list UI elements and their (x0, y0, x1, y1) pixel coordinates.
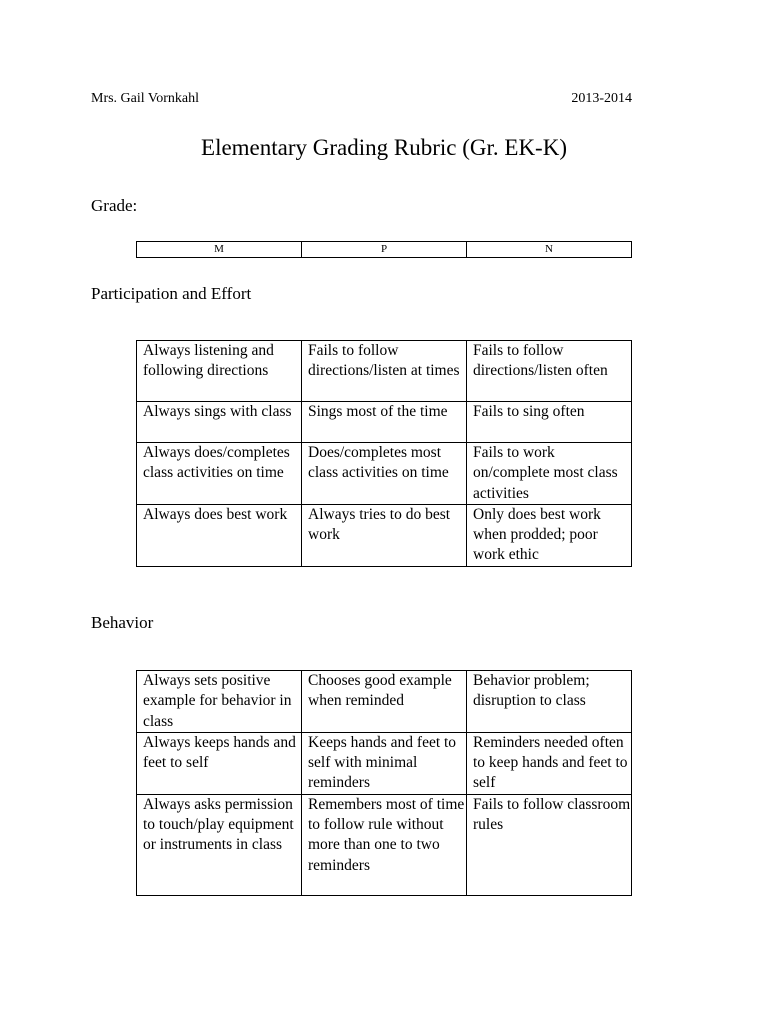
table-cell: Fails to follow classroom rules (467, 794, 632, 895)
behavior-heading: Behavior (91, 613, 154, 632)
table-cell: Behavior problem; disruption to class (467, 671, 632, 733)
grade-column-m: M (137, 242, 302, 258)
table-cell: Remembers most of time to follow rule without more than one to two reminders (302, 794, 467, 895)
table-cell: Always does/completes class activities on time (137, 443, 302, 505)
school-year: 2013-2014 (571, 91, 632, 106)
table-row (137, 402, 632, 443)
grade-scale-table (136, 241, 632, 258)
table-cell: Fails to follow directions/listen often (467, 341, 632, 402)
table-cell: Fails to work on/complete most class activities (467, 443, 632, 505)
teacher-name: Mrs. Gail Vornkahl (91, 91, 199, 106)
table-row (137, 443, 632, 505)
table-row (137, 794, 632, 895)
grade-column-p: P (302, 242, 467, 258)
table-row (137, 671, 632, 733)
table-cell: Always asks permission to touch/play equipment or instruments in class (137, 794, 302, 895)
table-cell: Always does best work (137, 504, 302, 566)
table-cell: Always tries to do best work (302, 504, 467, 566)
table-row (137, 504, 632, 566)
table-cell: Chooses good example when reminded (302, 671, 467, 733)
table-row (137, 341, 632, 402)
table-cell: Keeps hands and feet to self with minimal reminders (302, 732, 467, 794)
table-cell: Sings most of the time (302, 402, 467, 443)
table-cell: Fails to follow directions/listen at times (302, 341, 467, 402)
behavior-table (136, 670, 632, 896)
table-cell: Always listening and following directions (137, 341, 302, 402)
table-cell: Does/completes most class activities on time (302, 443, 467, 505)
table-cell: Always sets positive example for behavior in class (137, 671, 302, 733)
table-cell: Always sings with class (137, 402, 302, 443)
participation-heading: Participation and Effort (91, 284, 252, 303)
page-title: Elementary Grading Rubric (Gr. EK-K) (201, 135, 567, 160)
table-cell: Reminders needed often to keep hands and feet to self (467, 732, 632, 794)
grade-label: Grade: (91, 196, 138, 215)
table-row (137, 732, 632, 794)
table-cell: Always keeps hands and feet to self (137, 732, 302, 794)
grade-column-n: N (467, 242, 632, 258)
participation-table (136, 340, 632, 567)
table-cell: Fails to sing often (467, 402, 632, 443)
table-cell: Only does best work when prodded; poor work ethic (467, 504, 632, 566)
